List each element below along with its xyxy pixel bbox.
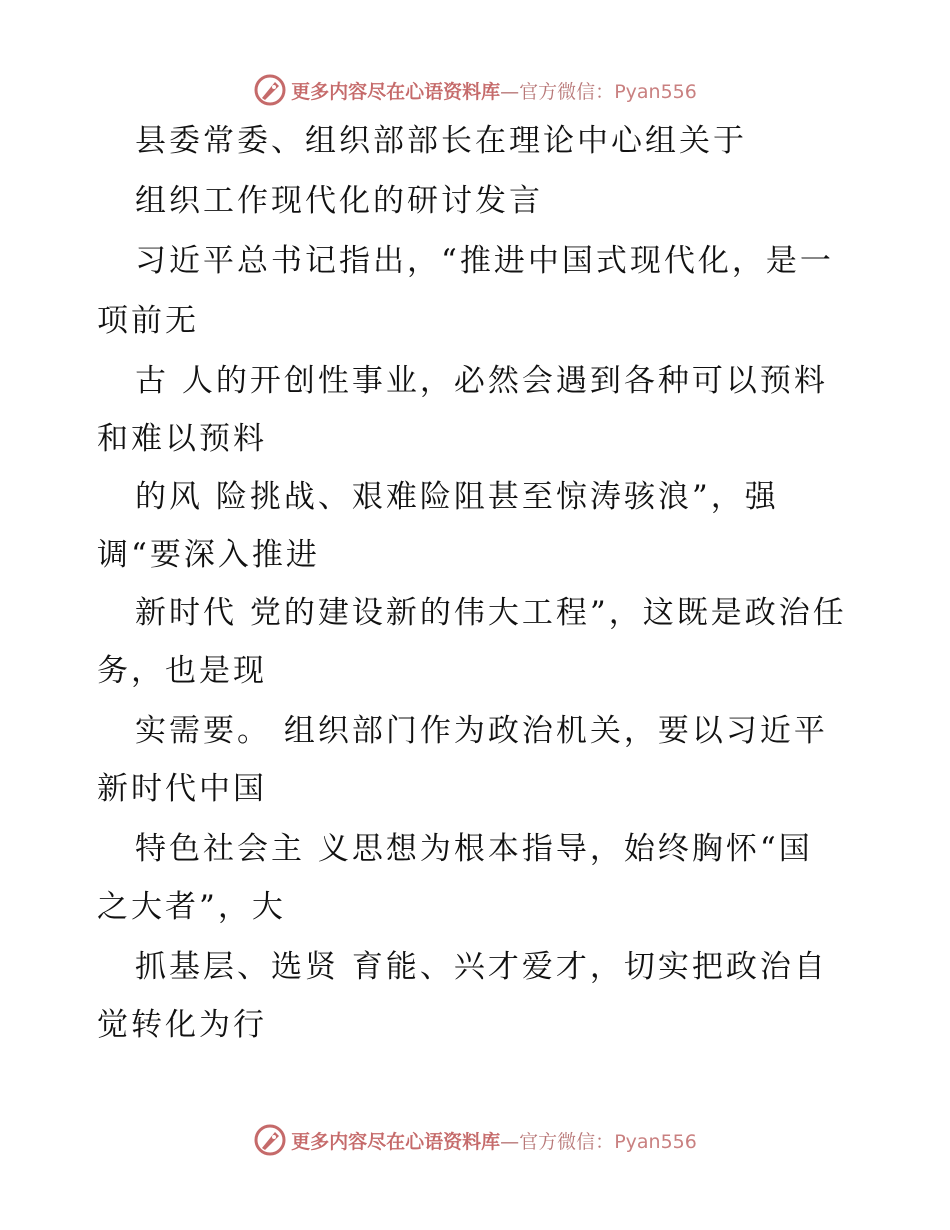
doc-text-line: 之大者”，大 [97,889,286,925]
doc-text-line: 抓基层、选贤 育能、兴才爱才，切实把政治自 [135,949,828,985]
doc-text-line: 觉转化为行 [97,1007,267,1043]
header-watermark-text [291,77,697,104]
footer-watermark-text [291,1127,697,1154]
doc-text-line: 习近平总书记指出，“推进中国式现代化，是一 [135,243,834,279]
header-wechat-label: 官方微信： [519,80,615,103]
doc-text-line: 的风 险挑战、艰难险阻甚至惊涛骇浪”，强 [135,479,779,515]
doc-text-line: 新时代中国 [97,771,267,807]
doc-text-line: 项前无 [97,303,199,339]
header-separator: — [500,80,520,103]
header-banner [0,68,950,112]
doc-text-line: 务，也是现 [97,653,267,689]
footer-wechat-id: Pyan556 [614,1130,697,1153]
footer-separator: — [500,1130,520,1153]
footer-wechat-label: 官方微信： [519,1130,615,1153]
footer-banner [0,1118,950,1162]
doc-text-line: 特色社会主 义思想为根本指导，始终胸怀“国 [135,831,813,867]
doc-text-line: 实需要。 组织部门作为政治机关，要以习近平 [135,713,828,749]
doc-text-line: 调“要深入推进 [97,537,320,573]
doc-text-line: 新时代 党的建设新的伟大工程”，这既是政治任 [135,595,847,631]
pen-nib-logo-icon [253,1123,287,1157]
header-wechat-id: Pyan556 [614,80,697,103]
doc-text-line: 和难以预料 [97,421,267,457]
doc-title-line-1: 县委常委、组织部部长在理论中心组关于 [135,123,747,159]
doc-text-line: 古 人的开创性事业，必然会遇到各种可以预料 [135,363,828,399]
footer-brand: 更多内容尽在心语资料库 [291,1130,501,1153]
header-brand: 更多内容尽在心语资料库 [291,80,501,103]
doc-title-line-2: 组织工作现代化的研讨发言 [135,183,543,219]
pen-nib-logo-icon [253,73,287,107]
